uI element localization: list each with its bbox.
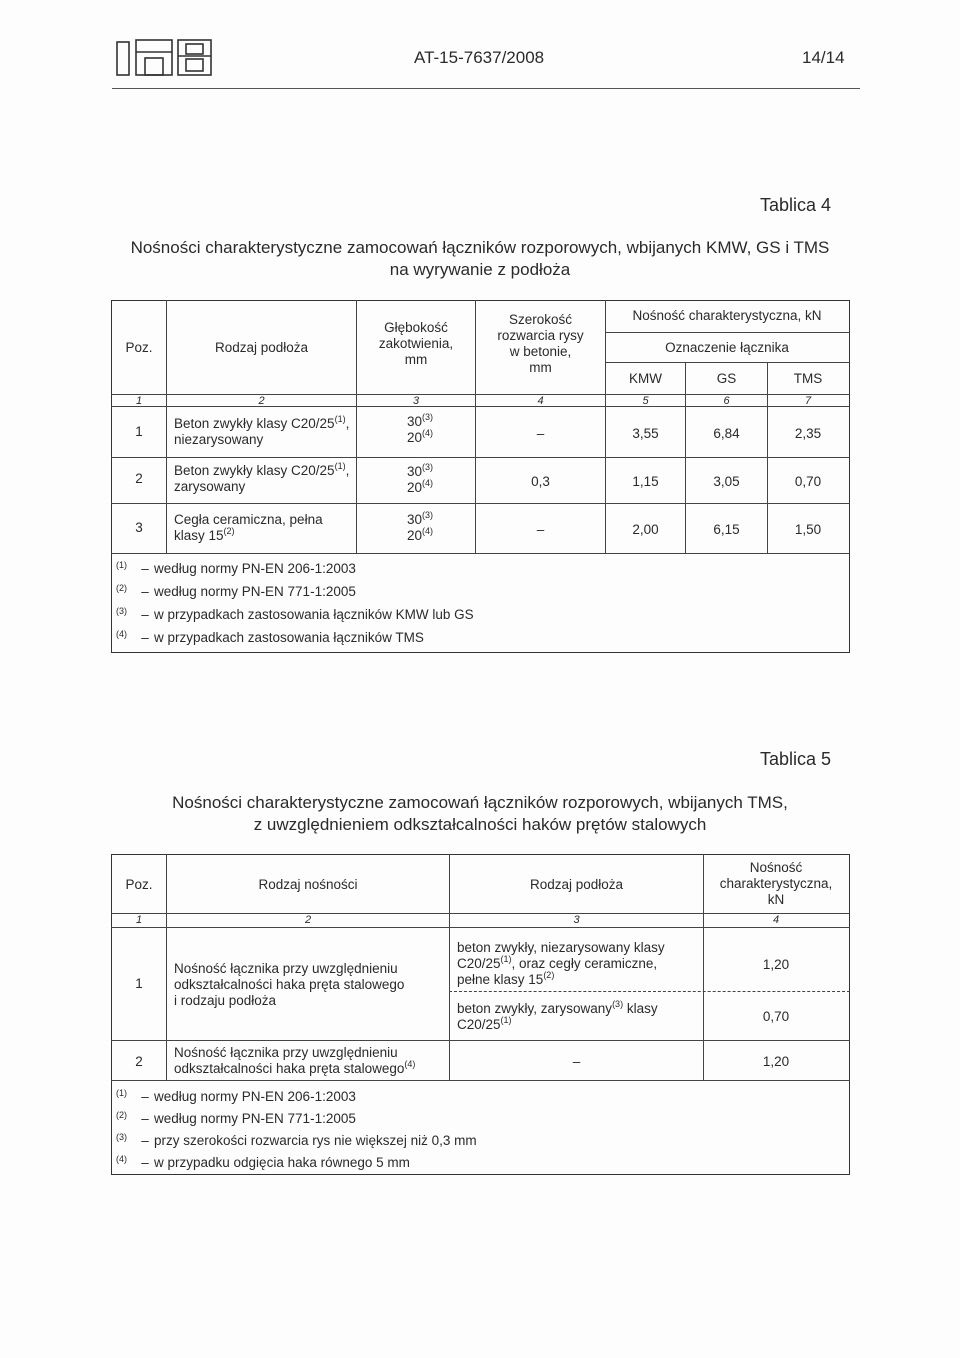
t4-footnote: (2) – według normy PN-EN 771-1:2005 [116, 583, 356, 599]
t5-colnum: 1 [135, 914, 143, 926]
t4-header-oznaczenie: Oznaczenie łącznika [665, 340, 789, 355]
t4-colnum: 2 [258, 395, 265, 407]
t4-row3-glebokosc: 30$^{(3)}$ 20$^{(4)}$ [407, 510, 434, 543]
t4-header-gs: GS [716, 371, 737, 386]
t5-header-poz: Poz. [125, 877, 153, 892]
table4-label: Tablica 4 [760, 195, 832, 215]
document-code: AT-15-7637/2008 [414, 48, 545, 67]
t5-row1-value-a: 1,20 [762, 957, 790, 972]
t4-colnum: 3 [412, 395, 420, 407]
t4-row2-glebokosc: 30$^{(3)}$ 20$^{(4)}$ [407, 462, 434, 495]
t4-row3-szerokosc: – [536, 522, 545, 537]
t4-footnote: (3) – w przypadkach zastosowania łączników KMW lub GS [116, 606, 474, 622]
t5-row2-poz: 2 [135, 1054, 143, 1069]
page-number: 14/14 [802, 48, 845, 67]
t4-row1-kmw: 3,55 [632, 426, 659, 441]
t4-row1-poz: 1 [135, 424, 143, 439]
t5-footnote: (2) – według normy PN-EN 771-1:2005 [116, 1110, 356, 1126]
t5-colnum: 3 [573, 914, 580, 926]
t4-rule [166, 300, 167, 553]
t5-colnum: 2 [304, 914, 312, 926]
t4-rule [111, 457, 850, 458]
t4-row1-glebokosc: 30$^{(3)}$ 20$^{(4)}$ [407, 412, 434, 445]
t5-header-rodzaj-nosnosci: Rodzaj nośności [258, 877, 358, 892]
t4-row1-gs: 6,84 [713, 426, 740, 441]
t5-footnote: (3) – przy szerokości rozwarcia rys nie większej niż 0,3 mm [116, 1132, 477, 1148]
t4-header-rodzaj: Rodzaj podłoża [214, 340, 309, 355]
itb-logo [116, 38, 212, 78]
t4-header-glebokosc: Głębokość zakotwienia, mm [378, 320, 454, 367]
t4-row3-tms: 1,50 [794, 522, 822, 537]
t5-row2-rodzaj: Nośność łącznika przy uwzględnieniu odkształcalności haka pręta stalowego$^{(4)}$ [174, 1045, 416, 1076]
t4-colnum: 6 [723, 395, 730, 407]
t4-row2-tms: 0,70 [794, 474, 822, 489]
t4-row3-kmw: 2,00 [632, 522, 659, 537]
t4-colnum: 7 [804, 395, 812, 407]
t5-colnum: 4 [772, 914, 780, 926]
t5-row2-podloze: – [572, 1054, 581, 1069]
t4-row3-poz: 3 [135, 520, 143, 535]
t5-row1-poz: 1 [135, 976, 143, 991]
t5-row1-podloze-b: beton zwykły, zarysowany$^{(3)}$ klasy C20/25$^{(1)}$ [457, 999, 658, 1032]
table5-label: Tablica 5 [760, 749, 832, 769]
t4-row1-rodzaj: Beton zwykły klasy C20/25$^{(1)}$, niezarysowany [174, 414, 350, 447]
t4-rule [111, 503, 850, 504]
t4-footnote: (4) – w przypadkach zastosowania łączników TMS [116, 629, 424, 645]
table5-title: Nośności charakterystyczne zamocowań łączników rozporowych, wbijanych TMS, z uwzględnieniem odkształcalności haków prętów stalowych [172, 793, 788, 834]
t4-row1-tms: 2,35 [794, 426, 822, 441]
header-rule [112, 88, 860, 89]
t5-header-nosnosc: Nośność charakterystyczna, kN [719, 860, 833, 907]
t4-header-nosnosc: Nośność charakterystyczna, kN [632, 308, 822, 323]
t4-row2-szerokosc: 0,3 [531, 474, 550, 489]
t4-header-poz: Poz. [125, 340, 153, 355]
t4-rule [605, 362, 850, 363]
t4-rule [605, 332, 850, 333]
t5-footnote: (4) – w przypadku odgięcia haka równego 5 mm [116, 1154, 410, 1170]
t5-rule [111, 927, 850, 928]
t4-row3-rodzaj: Cegła ceramiczna, pełna klasy 15$^{(2)}$ [174, 512, 323, 543]
t4-row2-poz: 2 [135, 471, 143, 486]
t5-rule [111, 1080, 850, 1081]
t4-rule [111, 553, 850, 554]
t4-row2-gs: 3,05 [713, 474, 740, 489]
t5-row2-value: 1,20 [762, 1054, 790, 1069]
t4-header-tms: TMS [793, 371, 823, 386]
t5-row1-rodzaj: Nośność łącznika przy uwzględnieniu odkształcalności haka pręta stalowego i rodzaju podłoża [174, 961, 405, 1008]
t5-rule [449, 991, 850, 992]
t4-colnum: 1 [135, 395, 143, 407]
t4-row3-gs: 6,15 [713, 522, 740, 537]
t4-colnum: 4 [537, 395, 544, 407]
t4-colnum: 5 [642, 395, 649, 407]
t4-header-szerokosc: Szerokość rozwarcia rysy w betonie, mm [497, 312, 584, 375]
t5-footnote: (1) – według normy PN-EN 206-1:2003 [116, 1088, 356, 1104]
t5-header-rodzaj-podloza: Rodzaj podłoża [529, 877, 624, 892]
t5-rule [111, 1040, 850, 1041]
t5-row1-value-b: 0,70 [762, 1009, 790, 1024]
t5-row1-podloze-a: beton zwykły, niezarysowany klasy C20/25$^{(1)}$, oraz cegły ceramiczne, pełne klasy 15$^{(2)}$ [457, 940, 665, 987]
t4-footnote: (1) – według normy PN-EN 206-1:2003 [116, 560, 356, 576]
t4-header-kmw: KMW [629, 371, 662, 386]
t4-row2-rodzaj: Beton zwykły klasy C20/25$^{(1)}$, zarysowany [174, 461, 350, 494]
t4-row2-kmw: 1,15 [632, 474, 659, 489]
table4-title: Nośności charakterystyczne zamocowań łączników rozporowych, wbijanych KMW, GS i TMS na wyrywanie z podłoża [130, 238, 830, 279]
t4-row1-szerokosc: – [536, 426, 545, 441]
